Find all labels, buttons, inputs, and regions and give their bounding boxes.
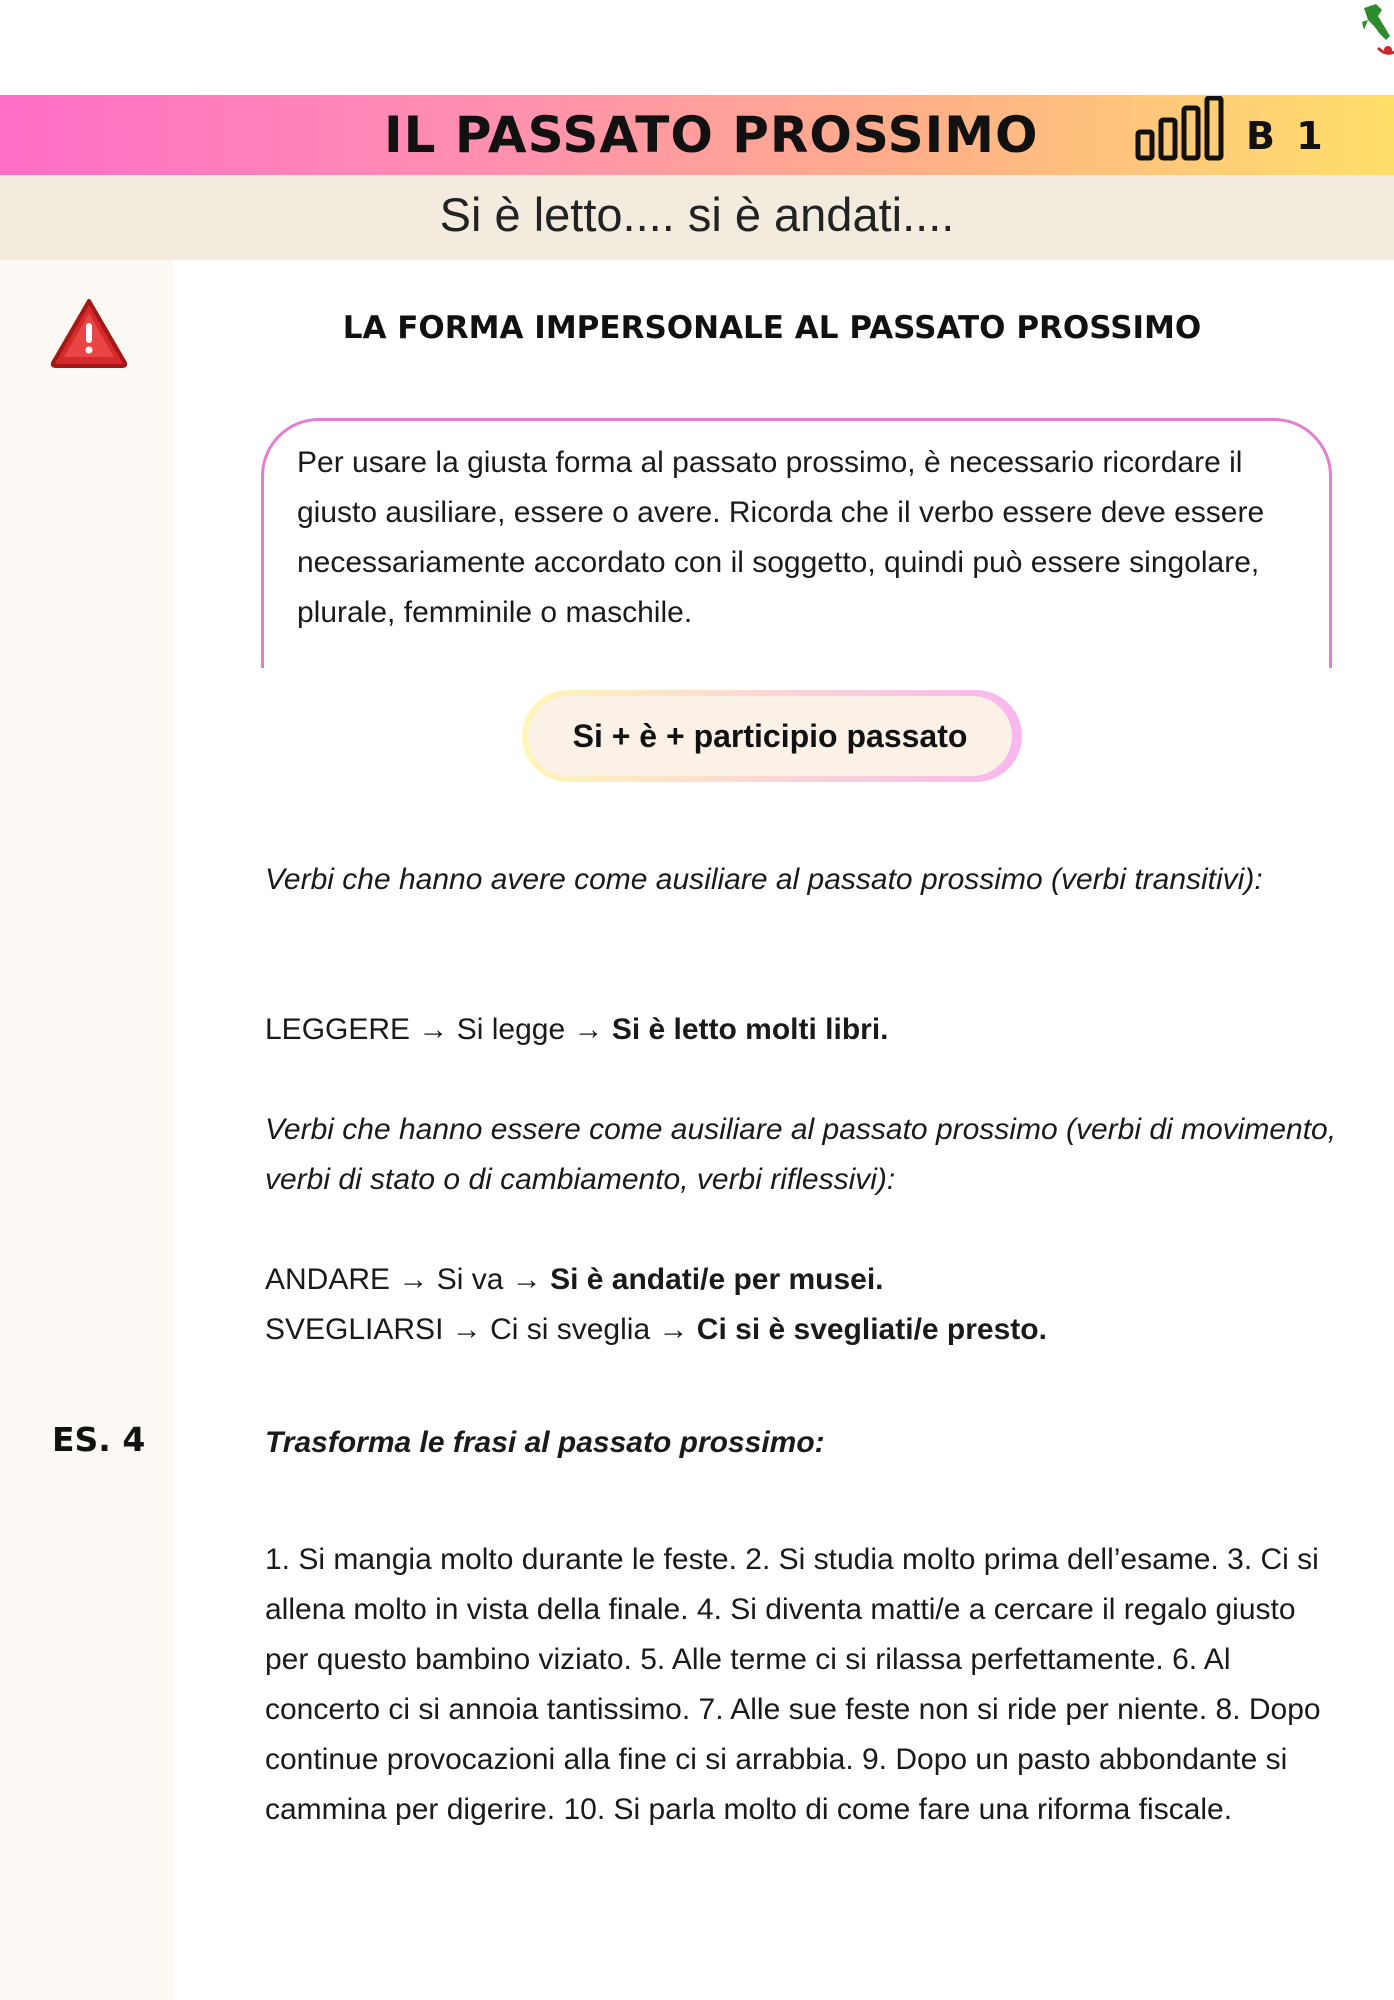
page-subtitle: Si è letto.... si è andati.... (439, 188, 955, 241)
formula-text: Si + è + participio passato (528, 696, 1012, 776)
avere-intro: Verbi che hanno avere come ausiliare al passato prossimo (verbi transitivi): (265, 863, 1263, 896)
essere-intro: Verbi che hanno essere come ausiliare al passato prossimo (verbi di movimento, verbi di stato o di cambiamento, verbi riflessivi): (265, 1113, 1337, 1196)
subtitle-bar (0, 175, 1394, 260)
exercise-instruction: Trasforma le frasi al passato prossimo: (265, 1426, 825, 1459)
side-column (0, 260, 173, 2000)
avere-example-plain: LEGGERE → Si legge → (265, 1013, 612, 1046)
warning-icon (50, 297, 128, 369)
info-text: Per usare la giusta forma al passato prossimo, è necessario ricordare il giusto ausiliare, essere o avere. Ricorda che il verbo essere deve essere necessariamente accordato con il soggetto, quindi può essere singolare, plurale, femminile o maschile. (297, 446, 1265, 629)
exercise-label: ES. 4 (52, 1420, 146, 1459)
essere-example-2-answer: Ci si è svegliati/e presto. (696, 1313, 1047, 1346)
italy-logo-icon (1324, 0, 1394, 60)
level-bars-icon (1135, 96, 1227, 162)
page-title: IL PASSATO PROSSIMO (384, 106, 1039, 164)
level-label: B 1 (1246, 114, 1327, 158)
essere-example-1-answer: Si è andati/e per musei. (550, 1263, 884, 1296)
avere-example (265, 1005, 1345, 1055)
essere-example-1-plain: ANDARE → Si va → (265, 1263, 551, 1296)
essere-example-1 (265, 1255, 1345, 1305)
avere-example-answer: Si è letto molti libri. (611, 1013, 889, 1046)
essere-example-2-plain: SVEGLIARSI → Ci si sveglia → (265, 1313, 697, 1346)
exercise-text: 1. Si mangia molto durante le feste. 2. Si studia molto prima dell’esame. 3. Ci si allena molto in vista della finale. 4. Si diventa matti/e a cercare il regalo giusto per questo bambino viziato. 5. Alle terme ci si rilassa perfettamente. 6. Al concerto ci si annoia tantissimo. 7. Alle sue feste non si ride per niente. 8. Dopo continue provocazioni alla fine ci si arrabbia. 9. Dopo un pasto abbondante si cammina per digerire. 10. Si parla molto di come fare una riforma fiscale. (265, 1543, 1321, 1826)
section-title: LA FORMA IMPERSONALE AL PASSATO PROSSIMO (342, 310, 1202, 346)
formula-pill (522, 690, 1022, 782)
essere-example-2 (265, 1305, 1345, 1355)
